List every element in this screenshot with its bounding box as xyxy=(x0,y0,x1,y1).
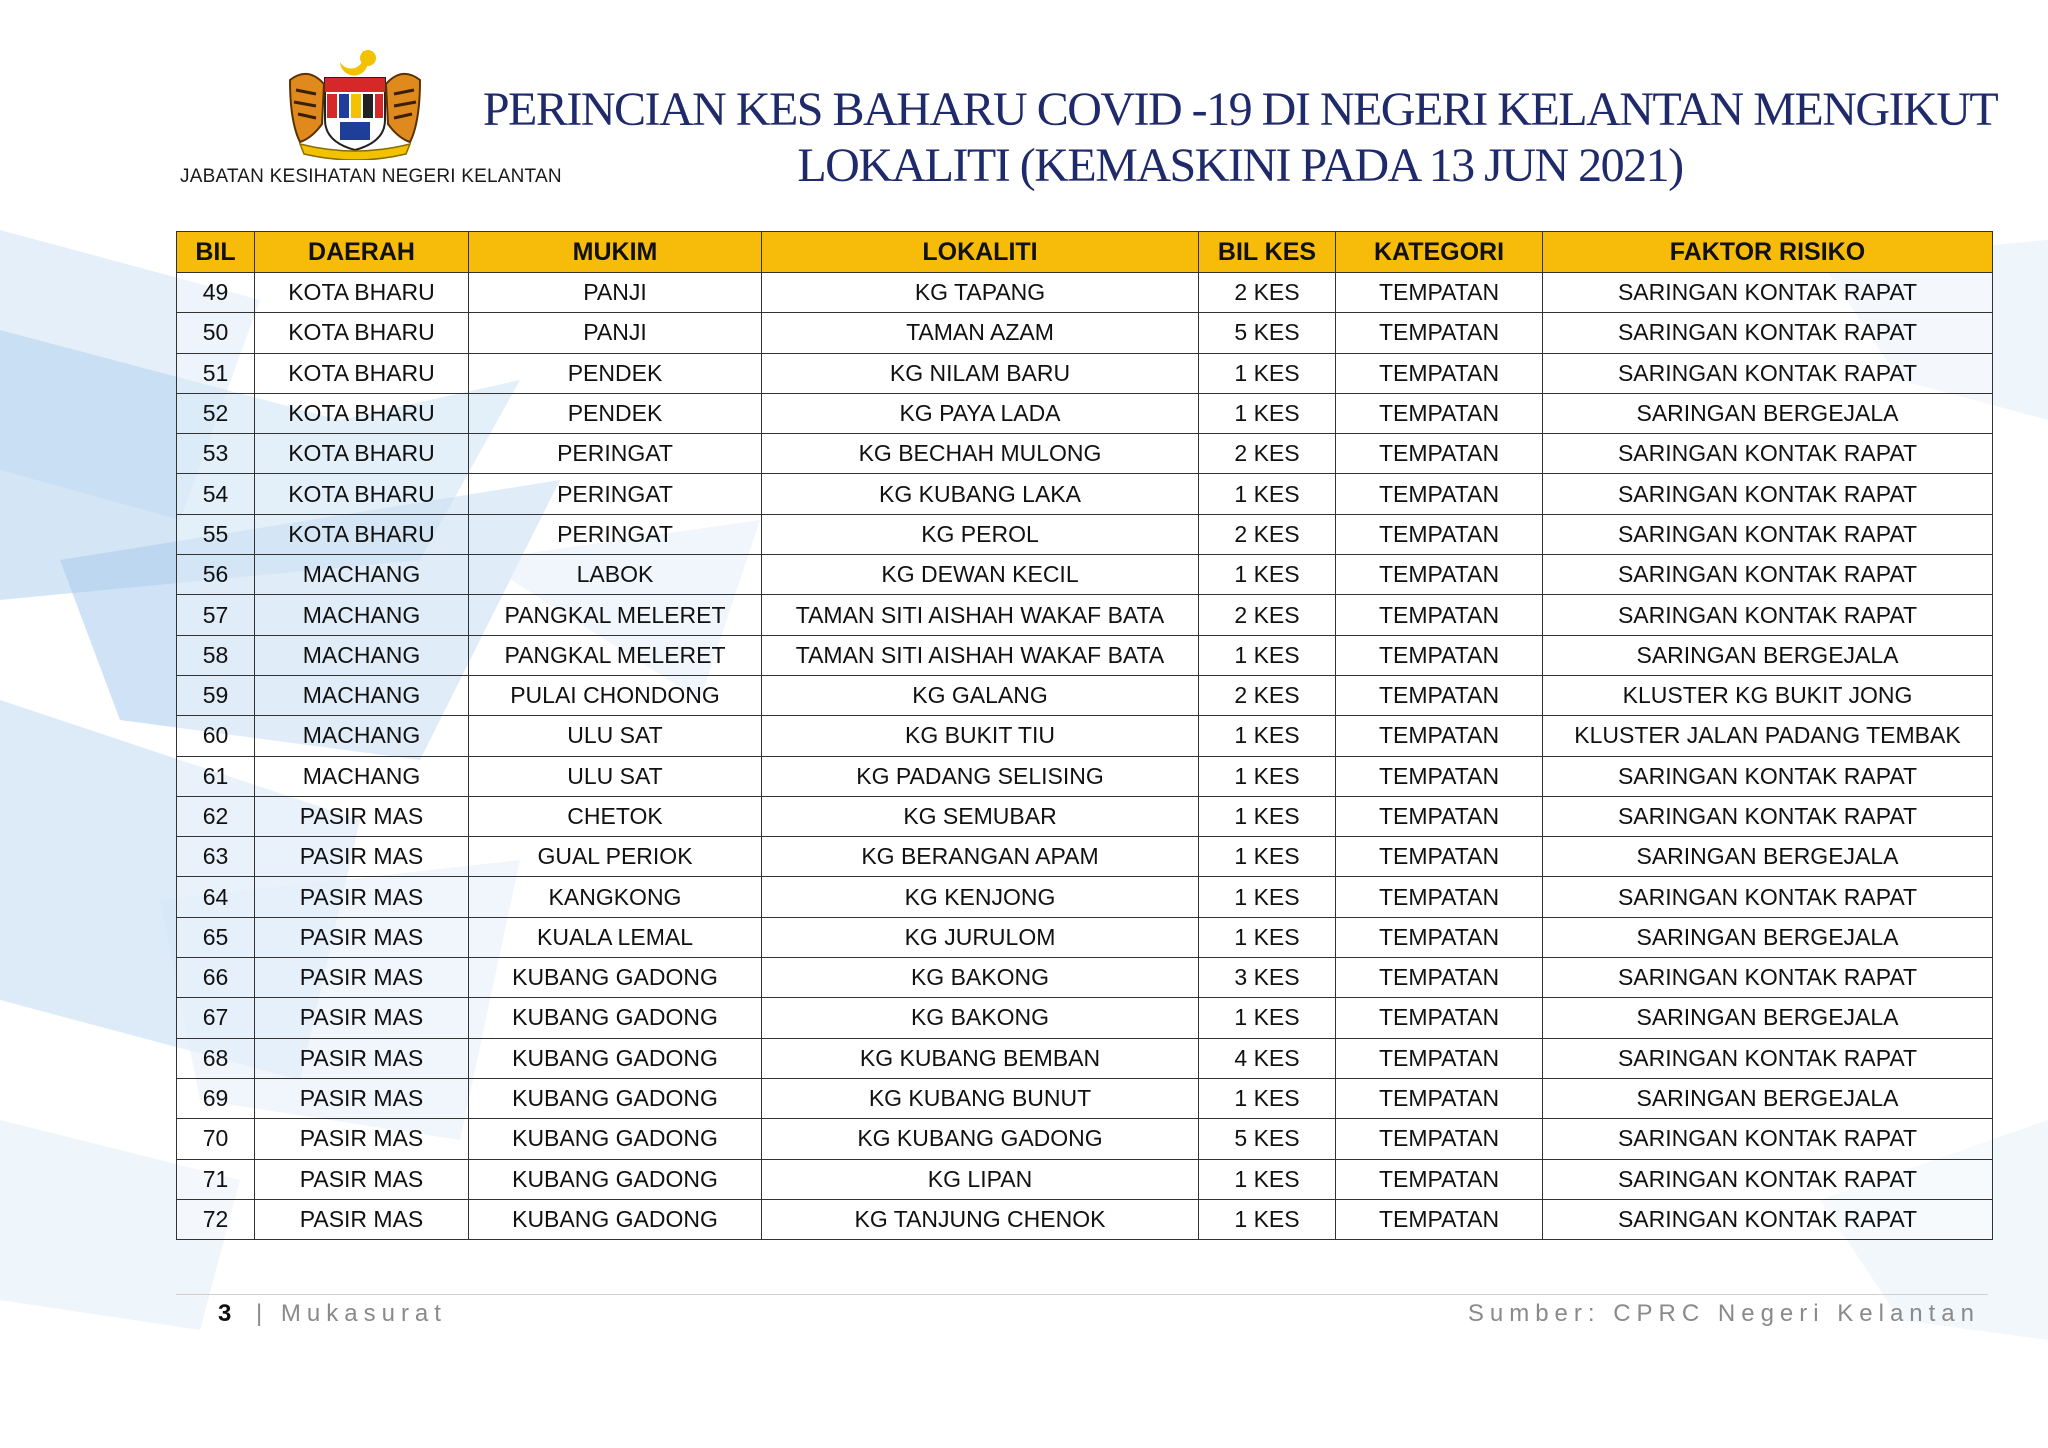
cell-bil-kes: 1 KES xyxy=(1199,555,1336,595)
cell-faktor-risiko: SARINGAN KONTAK RAPAT xyxy=(1543,1119,1993,1159)
cell-lokaliti: KG GALANG xyxy=(762,675,1199,715)
cell-mukim: KUBANG GADONG xyxy=(469,1119,762,1159)
table-row xyxy=(177,635,1993,675)
cell-daerah: MACHANG xyxy=(255,675,469,715)
cell-kategori: TEMPATAN xyxy=(1336,796,1543,836)
cell-faktor-risiko: SARINGAN KONTAK RAPAT xyxy=(1543,595,1993,635)
cell-mukim: PERINGAT xyxy=(469,434,762,474)
cell-mukim: KUBANG GADONG xyxy=(469,1159,762,1199)
cell-kategori: TEMPATAN xyxy=(1336,1078,1543,1118)
cell-bil: 67 xyxy=(177,998,255,1038)
cell-daerah: PASIR MAS xyxy=(255,998,469,1038)
cell-lokaliti: KG KUBANG GADONG xyxy=(762,1119,1199,1159)
page-label: | Mukasurat xyxy=(256,1300,447,1327)
cell-daerah: PASIR MAS xyxy=(255,917,469,957)
table-row xyxy=(177,595,1993,635)
cell-bil-kes: 3 KES xyxy=(1199,958,1336,998)
cell-mukim: KUBANG GADONG xyxy=(469,1038,762,1078)
table-row xyxy=(177,716,1993,756)
table-row xyxy=(177,958,1993,998)
cell-faktor-risiko: SARINGAN BERGEJALA xyxy=(1543,393,1993,433)
cell-daerah: PASIR MAS xyxy=(255,877,469,917)
table-row xyxy=(177,313,1993,353)
cell-kategori: TEMPATAN xyxy=(1336,716,1543,756)
cell-faktor-risiko: SARINGAN KONTAK RAPAT xyxy=(1543,313,1993,353)
cell-lokaliti: KG JURULOM xyxy=(762,917,1199,957)
table-row xyxy=(177,756,1993,796)
case-table-container xyxy=(176,231,1992,1240)
cell-mukim: KUALA LEMAL xyxy=(469,917,762,957)
cell-bil: 61 xyxy=(177,756,255,796)
table-row xyxy=(177,1199,1993,1239)
cell-lokaliti: KG BAKONG xyxy=(762,958,1199,998)
footer-divider xyxy=(176,1294,1988,1295)
cell-bil: 56 xyxy=(177,555,255,595)
cell-bil-kes: 1 KES xyxy=(1199,1159,1336,1199)
cell-mukim: PENDEK xyxy=(469,393,762,433)
cell-faktor-risiko: SARINGAN BERGEJALA xyxy=(1543,917,1993,957)
cell-daerah: KOTA BHARU xyxy=(255,313,469,353)
cell-faktor-risiko: SARINGAN BERGEJALA xyxy=(1543,998,1993,1038)
cell-bil: 62 xyxy=(177,796,255,836)
cell-mukim: ULU SAT xyxy=(469,756,762,796)
column-header-bil-kes: BIL KES xyxy=(1199,232,1336,273)
cell-kategori: TEMPATAN xyxy=(1336,837,1543,877)
cell-daerah: MACHANG xyxy=(255,756,469,796)
cell-faktor-risiko: SARINGAN KONTAK RAPAT xyxy=(1543,796,1993,836)
cell-mukim: KUBANG GADONG xyxy=(469,1078,762,1118)
cell-faktor-risiko: SARINGAN KONTAK RAPAT xyxy=(1543,434,1993,474)
cell-faktor-risiko: SARINGAN BERGEJALA xyxy=(1543,837,1993,877)
cell-daerah: PASIR MAS xyxy=(255,958,469,998)
cell-mukim: KUBANG GADONG xyxy=(469,1199,762,1239)
cell-lokaliti: KG KUBANG LAKA xyxy=(762,474,1199,514)
cell-lokaliti: TAMAN SITI AISHAH WAKAF BATA xyxy=(762,635,1199,675)
cell-mukim: PENDEK xyxy=(469,353,762,393)
cell-mukim: PANGKAL MELERET xyxy=(469,595,762,635)
cell-kategori: TEMPATAN xyxy=(1336,1159,1543,1199)
cell-bil-kes: 1 KES xyxy=(1199,1199,1336,1239)
cell-faktor-risiko: SARINGAN KONTAK RAPAT xyxy=(1543,474,1993,514)
table-row xyxy=(177,1119,1993,1159)
cell-kategori: TEMPATAN xyxy=(1336,273,1543,313)
table-row xyxy=(177,796,1993,836)
cell-daerah: KOTA BHARU xyxy=(255,353,469,393)
cell-daerah: MACHANG xyxy=(255,555,469,595)
table-row xyxy=(177,273,1993,313)
cell-bil-kes: 2 KES xyxy=(1199,514,1336,554)
cell-faktor-risiko: KLUSTER KG BUKIT JONG xyxy=(1543,675,1993,715)
cell-mukim: PANGKAL MELERET xyxy=(469,635,762,675)
cell-bil: 55 xyxy=(177,514,255,554)
cell-daerah: PASIR MAS xyxy=(255,1159,469,1199)
cell-lokaliti: KG BERANGAN APAM xyxy=(762,837,1199,877)
column-header-daerah: DAERAH xyxy=(255,232,469,273)
cell-faktor-risiko: SARINGAN BERGEJALA xyxy=(1543,1078,1993,1118)
table-row xyxy=(177,917,1993,957)
cell-kategori: TEMPATAN xyxy=(1336,1119,1543,1159)
cell-bil: 52 xyxy=(177,393,255,433)
cell-faktor-risiko: SARINGAN KONTAK RAPAT xyxy=(1543,877,1993,917)
cell-bil: 59 xyxy=(177,675,255,715)
cell-faktor-risiko: SARINGAN KONTAK RAPAT xyxy=(1543,1159,1993,1199)
cell-bil: 69 xyxy=(177,1078,255,1118)
cell-faktor-risiko: SARINGAN KONTAK RAPAT xyxy=(1543,353,1993,393)
cell-bil-kes: 1 KES xyxy=(1199,716,1336,756)
cell-lokaliti: KG KENJONG xyxy=(762,877,1199,917)
cell-faktor-risiko: SARINGAN BERGEJALA xyxy=(1543,635,1993,675)
column-header-kategori: KATEGORI xyxy=(1336,232,1543,273)
cell-faktor-risiko: SARINGAN KONTAK RAPAT xyxy=(1543,958,1993,998)
cell-daerah: KOTA BHARU xyxy=(255,273,469,313)
table-header-row xyxy=(177,232,1993,273)
cell-faktor-risiko: SARINGAN KONTAK RAPAT xyxy=(1543,514,1993,554)
column-header-mukim: MUKIM xyxy=(469,232,762,273)
cell-bil-kes: 5 KES xyxy=(1199,1119,1336,1159)
cell-faktor-risiko: SARINGAN KONTAK RAPAT xyxy=(1543,555,1993,595)
cell-daerah: KOTA BHARU xyxy=(255,514,469,554)
cell-bil: 54 xyxy=(177,474,255,514)
cell-kategori: TEMPATAN xyxy=(1336,635,1543,675)
cell-daerah: KOTA BHARU xyxy=(255,434,469,474)
cell-faktor-risiko: KLUSTER JALAN PADANG TEMBAK xyxy=(1543,716,1993,756)
cell-daerah: KOTA BHARU xyxy=(255,474,469,514)
cell-kategori: TEMPATAN xyxy=(1336,958,1543,998)
cell-daerah: KOTA BHARU xyxy=(255,393,469,433)
table-row xyxy=(177,474,1993,514)
cell-lokaliti: TAMAN AZAM xyxy=(762,313,1199,353)
cell-lokaliti: KG KUBANG BUNUT xyxy=(762,1078,1199,1118)
cell-mukim: PULAI CHONDONG xyxy=(469,675,762,715)
case-table xyxy=(176,231,1993,1240)
table-row xyxy=(177,1159,1993,1199)
table-row xyxy=(177,393,1993,433)
cell-bil: 58 xyxy=(177,635,255,675)
title-line-1: PERINCIAN KES BAHARU COVID -19 DI NEGERI KELANTAN MENGIKUT xyxy=(482,83,1998,136)
column-header-bil: BIL xyxy=(177,232,255,273)
cell-daerah: PASIR MAS xyxy=(255,796,469,836)
table-row xyxy=(177,555,1993,595)
cell-bil: 51 xyxy=(177,353,255,393)
cell-lokaliti: KG NILAM BARU xyxy=(762,353,1199,393)
cell-daerah: PASIR MAS xyxy=(255,1078,469,1118)
cell-faktor-risiko: SARINGAN KONTAK RAPAT xyxy=(1543,273,1993,313)
cell-daerah: PASIR MAS xyxy=(255,1199,469,1239)
cell-bil-kes: 5 KES xyxy=(1199,313,1336,353)
cell-lokaliti: KG DEWAN KECIL xyxy=(762,555,1199,595)
table-row xyxy=(177,837,1993,877)
cell-bil-kes: 2 KES xyxy=(1199,675,1336,715)
cell-kategori: TEMPATAN xyxy=(1336,917,1543,957)
cell-bil-kes: 1 KES xyxy=(1199,635,1336,675)
title-line-2: LOKALITI (KEMASKINI PADA 13 JUN 2021) xyxy=(797,139,1683,192)
cell-faktor-risiko: SARINGAN KONTAK RAPAT xyxy=(1543,1199,1993,1239)
cell-bil-kes: 2 KES xyxy=(1199,595,1336,635)
cell-bil-kes: 1 KES xyxy=(1199,393,1336,433)
cell-kategori: TEMPATAN xyxy=(1336,1038,1543,1078)
cell-bil: 66 xyxy=(177,958,255,998)
cell-bil-kes: 1 KES xyxy=(1199,837,1336,877)
cell-bil-kes: 1 KES xyxy=(1199,474,1336,514)
cell-lokaliti: KG LIPAN xyxy=(762,1159,1199,1199)
cell-bil: 49 xyxy=(177,273,255,313)
cell-bil: 57 xyxy=(177,595,255,635)
cell-lokaliti: KG PADANG SELISING xyxy=(762,756,1199,796)
malaysia-coat-of-arms-icon xyxy=(270,40,440,160)
cell-kategori: TEMPATAN xyxy=(1336,393,1543,433)
table-row xyxy=(177,877,1993,917)
cell-lokaliti: KG PAYA LADA xyxy=(762,393,1199,433)
cell-bil-kes: 2 KES xyxy=(1199,434,1336,474)
cell-daerah: MACHANG xyxy=(255,716,469,756)
cell-kategori: TEMPATAN xyxy=(1336,595,1543,635)
cell-bil: 63 xyxy=(177,837,255,877)
column-header-faktor-risiko: FAKTOR RISIKO xyxy=(1543,232,1993,273)
cell-mukim: PERINGAT xyxy=(469,474,762,514)
table-row xyxy=(177,675,1993,715)
cell-faktor-risiko: SARINGAN KONTAK RAPAT xyxy=(1543,756,1993,796)
source-note: Sumber: CPRC Negeri Kelantan xyxy=(1467,1300,1980,1327)
cell-kategori: TEMPATAN xyxy=(1336,675,1543,715)
cell-lokaliti: TAMAN SITI AISHAH WAKAF BATA xyxy=(762,595,1199,635)
cell-bil-kes: 1 KES xyxy=(1199,998,1336,1038)
cell-mukim: PANJI xyxy=(469,273,762,313)
cell-mukim: KUBANG GADONG xyxy=(469,958,762,998)
cell-kategori: TEMPATAN xyxy=(1336,434,1543,474)
cell-lokaliti: KG BAKONG xyxy=(762,998,1199,1038)
page-title xyxy=(470,82,2010,194)
cell-kategori: TEMPATAN xyxy=(1336,313,1543,353)
cell-lokaliti: KG KUBANG BEMBAN xyxy=(762,1038,1199,1078)
cell-kategori: TEMPATAN xyxy=(1336,877,1543,917)
cell-kategori: TEMPATAN xyxy=(1336,998,1543,1038)
cell-bil: 64 xyxy=(177,877,255,917)
cell-bil-kes: 1 KES xyxy=(1199,353,1336,393)
cell-bil: 65 xyxy=(177,917,255,957)
cell-bil-kes: 1 KES xyxy=(1199,877,1336,917)
cell-kategori: TEMPATAN xyxy=(1336,555,1543,595)
cell-mukim: KUBANG GADONG xyxy=(469,998,762,1038)
cell-bil-kes: 2 KES xyxy=(1199,273,1336,313)
cell-kategori: TEMPATAN xyxy=(1336,514,1543,554)
cell-mukim: ULU SAT xyxy=(469,716,762,756)
cell-bil-kes: 1 KES xyxy=(1199,796,1336,836)
cell-daerah: PASIR MAS xyxy=(255,1119,469,1159)
table-row xyxy=(177,353,1993,393)
cell-bil-kes: 1 KES xyxy=(1199,756,1336,796)
table-row xyxy=(177,998,1993,1038)
cell-daerah: MACHANG xyxy=(255,635,469,675)
column-header-lokaliti: LOKALITI xyxy=(762,232,1199,273)
cell-faktor-risiko: SARINGAN KONTAK RAPAT xyxy=(1543,1038,1993,1078)
cell-lokaliti: KG BECHAH MULONG xyxy=(762,434,1199,474)
cell-bil-kes: 1 KES xyxy=(1199,1078,1336,1118)
table-body xyxy=(177,273,1993,1240)
cell-lokaliti: KG PEROL xyxy=(762,514,1199,554)
cell-daerah: MACHANG xyxy=(255,595,469,635)
cell-bil: 70 xyxy=(177,1119,255,1159)
cell-mukim: PERINGAT xyxy=(469,514,762,554)
cell-bil: 68 xyxy=(177,1038,255,1078)
cell-mukim: LABOK xyxy=(469,555,762,595)
cell-kategori: TEMPATAN xyxy=(1336,756,1543,796)
cell-bil: 60 xyxy=(177,716,255,756)
cell-bil: 71 xyxy=(177,1159,255,1199)
cell-bil: 50 xyxy=(177,313,255,353)
cell-kategori: TEMPATAN xyxy=(1336,474,1543,514)
cell-bil: 72 xyxy=(177,1199,255,1239)
cell-bil-kes: 4 KES xyxy=(1199,1038,1336,1078)
department-name: JABATAN KESIHATAN NEGERI KELANTAN xyxy=(180,166,562,187)
cell-lokaliti: KG BUKIT TIU xyxy=(762,716,1199,756)
cell-bil: 53 xyxy=(177,434,255,474)
cell-bil-kes: 1 KES xyxy=(1199,917,1336,957)
table-row xyxy=(177,1038,1993,1078)
cell-mukim: CHETOK xyxy=(469,796,762,836)
table-row xyxy=(177,434,1993,474)
cell-lokaliti: KG TANJUNG CHENOK xyxy=(762,1199,1199,1239)
page-number: 3 xyxy=(218,1300,232,1327)
cell-daerah: PASIR MAS xyxy=(255,1038,469,1078)
table-row xyxy=(177,514,1993,554)
cell-lokaliti: KG TAPANG xyxy=(762,273,1199,313)
cell-lokaliti: KG SEMUBAR xyxy=(762,796,1199,836)
cell-kategori: TEMPATAN xyxy=(1336,353,1543,393)
cell-mukim: KANGKONG xyxy=(469,877,762,917)
cell-daerah: PASIR MAS xyxy=(255,837,469,877)
cell-mukim: GUAL PERIOK xyxy=(469,837,762,877)
cell-kategori: TEMPATAN xyxy=(1336,1199,1543,1239)
cell-mukim: PANJI xyxy=(469,313,762,353)
page-header xyxy=(0,0,2048,230)
table-row xyxy=(177,1078,1993,1118)
